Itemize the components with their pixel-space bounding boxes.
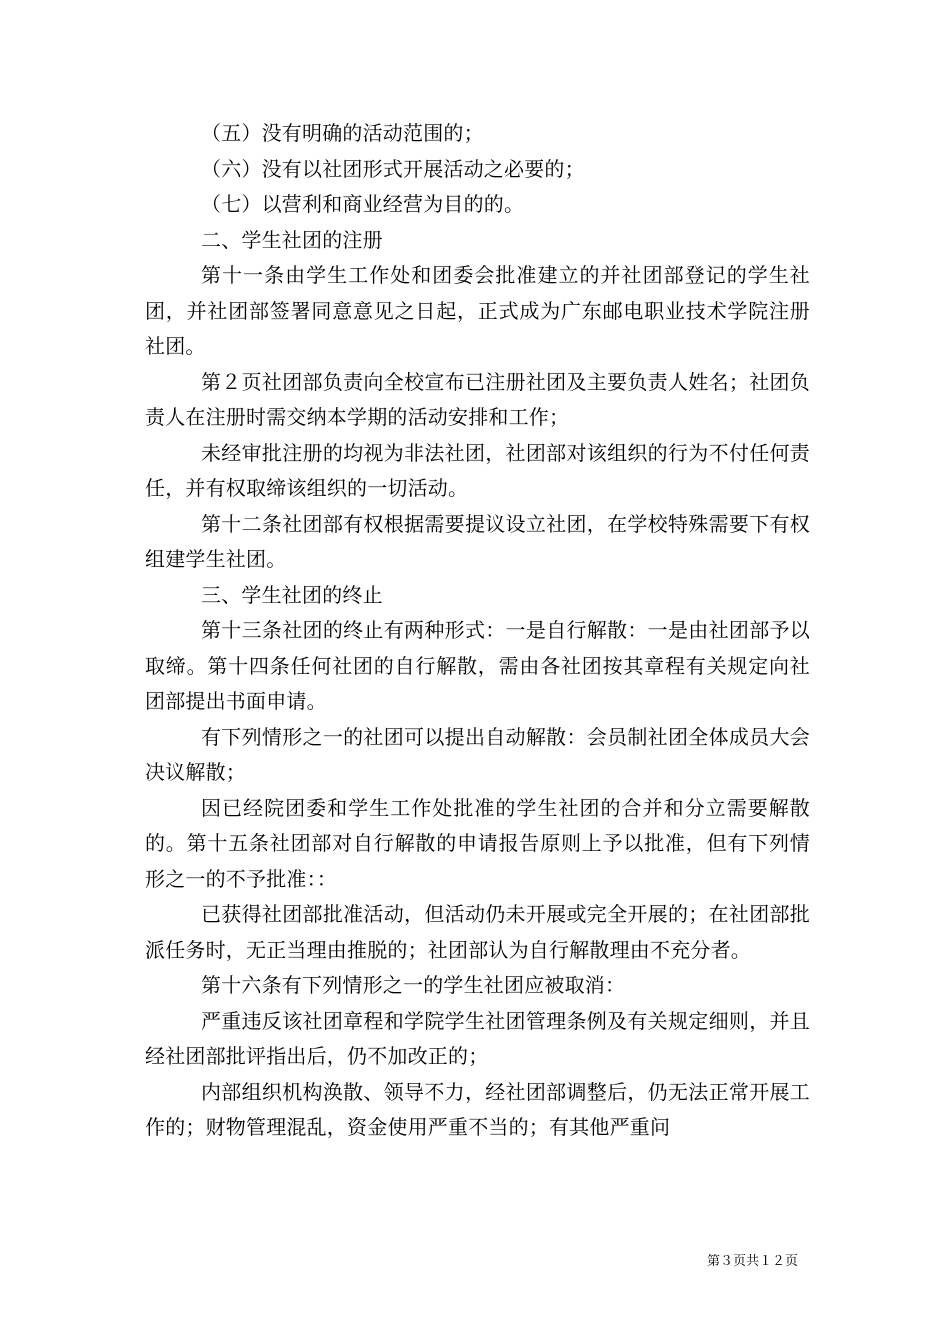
clause-seven: （七）以营利和商业经营为目的的。 <box>201 192 525 216</box>
paragraph-unregistered: 未经审批注册的均视为非法社团，社团部对该组织的行为不付任何责任，并有权取缔该组织的一切活动。 <box>145 440 810 500</box>
article-eleven: 第十一条由学生工作处和团委会批准建立的并社团部登记的学生社团，并社团部签署同意意见之日起，正式成为广东邮电职业技术学院注册社团。 <box>145 263 810 358</box>
clause-six: （六）没有以社团形式开展活动之必要的； <box>201 156 585 181</box>
article-thirteen-fourteen: 第十三条社团的终止有两种形式：一是自行解散：一是由社团部予以取缔。第十四条任何社团的自行解散，需由各社团按其章程有关规定向社团部提出书面申请。 <box>145 618 810 713</box>
page-number: 第３页共１２页 <box>707 1254 799 1269</box>
paragraph-disorganized: 内部组织机构涣散、领导不力，经社团部调整后，仍无法正常开展工作的；财物管理混乱，资金使用严重不当的；有其他严重问 <box>145 1079 810 1139</box>
paragraph-voluntary-dissolution: 有下列情形之一的社团可以提出自动解散：会员制社团全体成员大会决议解散； <box>145 724 810 784</box>
paragraph-not-approved: 已获得社团部批准活动，但活动仍未开展或完全开展的；在社团部批派任务时，无正当理由推脱的；社团部认为自行解散理由不充分者。 <box>145 902 810 962</box>
paragraph-announcement: 第２页社团部负责向全校宣布已注册社团及主要负责人姓名；社团负责人在注册时需交纳本学期的活动安排和工作； <box>145 369 810 429</box>
clause-five: （五）没有明确的活动范围的； <box>201 121 484 145</box>
paragraph-serious-violation: 严重违反该社团章程和学院学生社团管理条例及有关规定细则，并且经社团部批评指出后，仍不加改正的； <box>145 1008 810 1068</box>
page-body <box>145 116 810 1146</box>
section-heading-termination: 三、学生社团的终止 <box>201 582 383 607</box>
article-sixteen: 第十六条有下列情形之一的学生社团应被取消： <box>201 973 626 997</box>
article-twelve: 第十二条社团部有权根据需要提议设立社团，在学校特殊需要下有权组建学生社团。 <box>145 511 810 571</box>
section-heading-registration: 二、学生社团的注册 <box>201 227 383 252</box>
article-fifteen: 因已经院团委和学生工作处批准的学生社团的合并和分立需要解散的。第十五条社团部对自行解散的申请报告原则上予以批准，但有下列情形之一的不予批准：： <box>145 795 810 891</box>
